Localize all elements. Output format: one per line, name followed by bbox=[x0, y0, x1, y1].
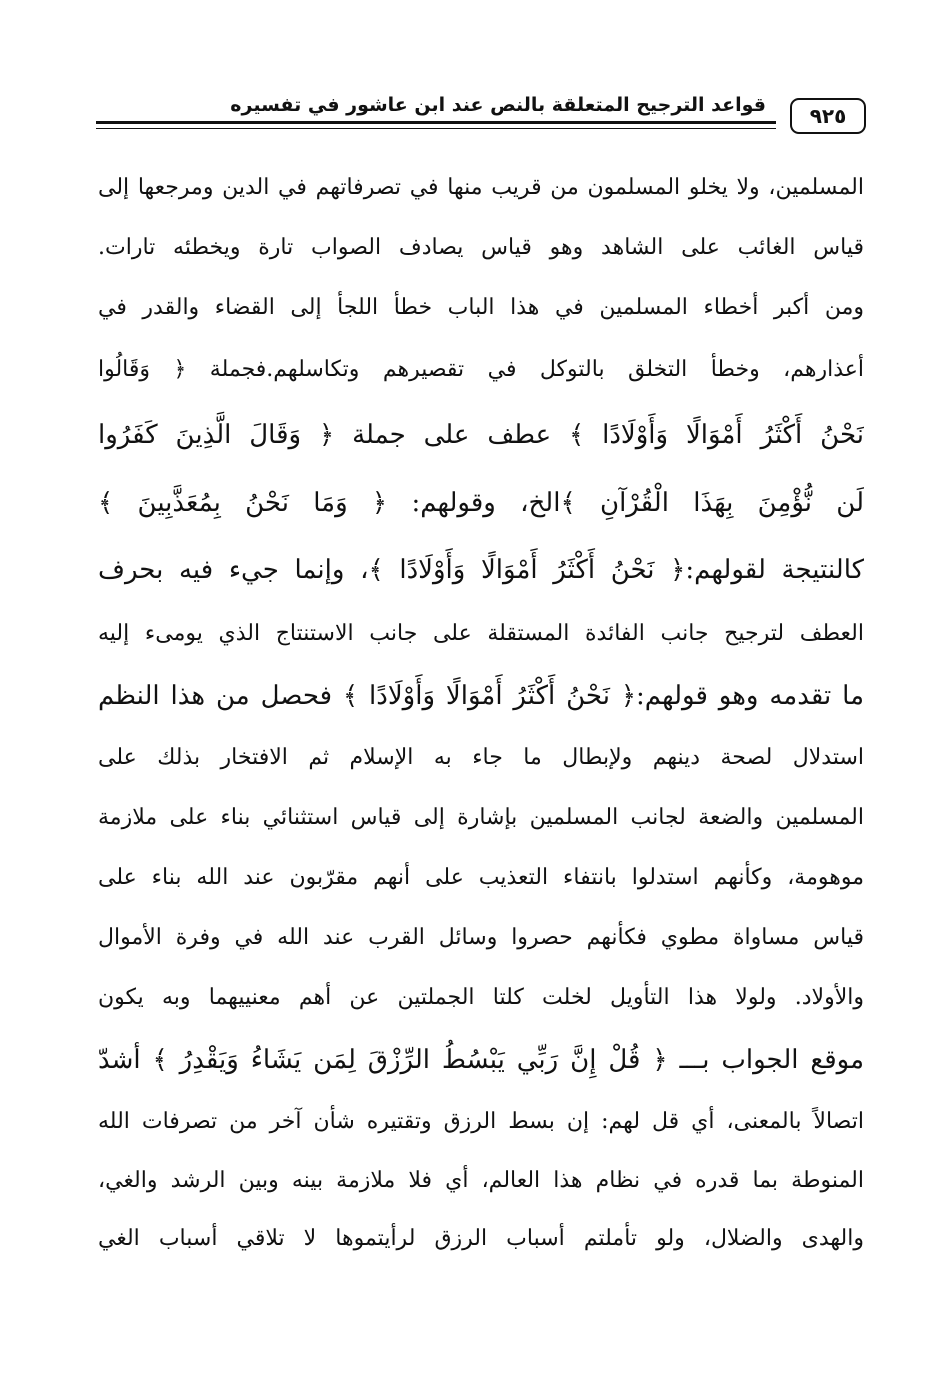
text-line: أعذارهم، وخطأ التخلق بالتوكل في تقصيرهم وتكاسلهم.فجملة ﴿ وَقَالُوا bbox=[98, 357, 864, 382]
page-number-box bbox=[790, 98, 866, 134]
text-line-quranic: كالنتيجة لقولهم:﴿ نَحْنُ أَكْثَرُ أَمْوَالًا وَأَوْلَادًا ﴾، وإنما جيء فيه بحرف bbox=[98, 555, 864, 585]
header-rule-thin bbox=[96, 128, 776, 129]
text-line: المنوطة بما قدره في نظام هذا العالم، أي فلا ملازمة بينه وبين الرشد والغي، bbox=[98, 1168, 864, 1193]
body-text bbox=[98, 158, 864, 1268]
text-line: المسلمين، ولا يخلو المسلمون من قريب منها في تصرفاتهم في الدين ومرجعها إلى bbox=[98, 175, 864, 200]
page-header bbox=[96, 92, 866, 148]
text-line-quranic: موقع الجواب بـــ ﴿ قُلْ إِنَّ رَبِّي يَبْسُطُ الرِّزْقَ لِمَن يَشَاءُ وَيَقْدِرُ ﴾ أشدّ bbox=[98, 1045, 864, 1075]
text-line-quranic: لَن نُّؤْمِنَ بِهَذَا الْقُرْآنِ ﴾الخ، وقولهم: ﴿ وَمَا نَحْنُ بِمُعَذَّبِينَ ﴾ bbox=[98, 488, 864, 518]
text-line: العطف لترجيح جانب الفائدة المستقلة على جانب الاستنتاج الذي يومىء إليه bbox=[98, 621, 864, 646]
text-line: المسلمين والضعة لجانب المسلمين بإشارة إلى قياس استثنائي بناء على ملازمة bbox=[98, 805, 864, 830]
text-line: موهومة، وكأنهم استدلوا بانتفاء التعذيب على أنهم مقرّبون عند الله بناء على bbox=[98, 865, 864, 890]
page-number: ٩٢٥ bbox=[809, 104, 847, 128]
text-line: والهدى والضلال، ولو تأملتم أسباب الرزق لرأيتموها لا تلاقي أسباب الغي bbox=[98, 1226, 864, 1251]
text-line: والأولاد. ولولا هذا التأويل لخلت كلتا الجملتين عن أهم معنييهما وبه يكون bbox=[98, 985, 864, 1010]
running-title: قواعد الترجيح المتعلقة بالنص عند ابن عاشور في تفسيره bbox=[230, 94, 766, 116]
text-line: اتصالاً بالمعنى، أي قل لهم: إن بسط الرزق وتقتيره شأن آخر من تصرفات الله bbox=[98, 1109, 864, 1134]
text-line: قياس مساواة مطوي فكأنهم حصروا وسائل القرب عند الله في وفرة الأموال bbox=[98, 925, 864, 950]
text-line-quranic: ما تقدمه وهو قولهم:﴿ نَحْنُ أَكْثَرُ أَمْوَالًا وَأَوْلَادًا ﴾ فحصل من هذا النظم bbox=[98, 681, 864, 711]
text-line: ومن أكبر أخطاء المسلمين في هذا الباب خطأ اللجأ إلى القضاء والقدر في bbox=[98, 295, 864, 320]
text-line: قياس الغائب على الشاهد وهو قياس يصادف الصواب تارة ويخطئه تارات. bbox=[98, 235, 864, 260]
header-rule-thick bbox=[96, 121, 776, 124]
text-line: استدلال لصحة دينهم ولإبطال ما جاء به الإسلام ثم الافتخار بذلك على bbox=[98, 745, 864, 770]
text-line-quranic: نَحْنُ أَكْثَرُ أَمْوَالًا وَأَوْلَادًا ﴾ عطف على جملة ﴿ وَقَالَ الَّذِينَ كَفَرُوا bbox=[98, 420, 864, 450]
